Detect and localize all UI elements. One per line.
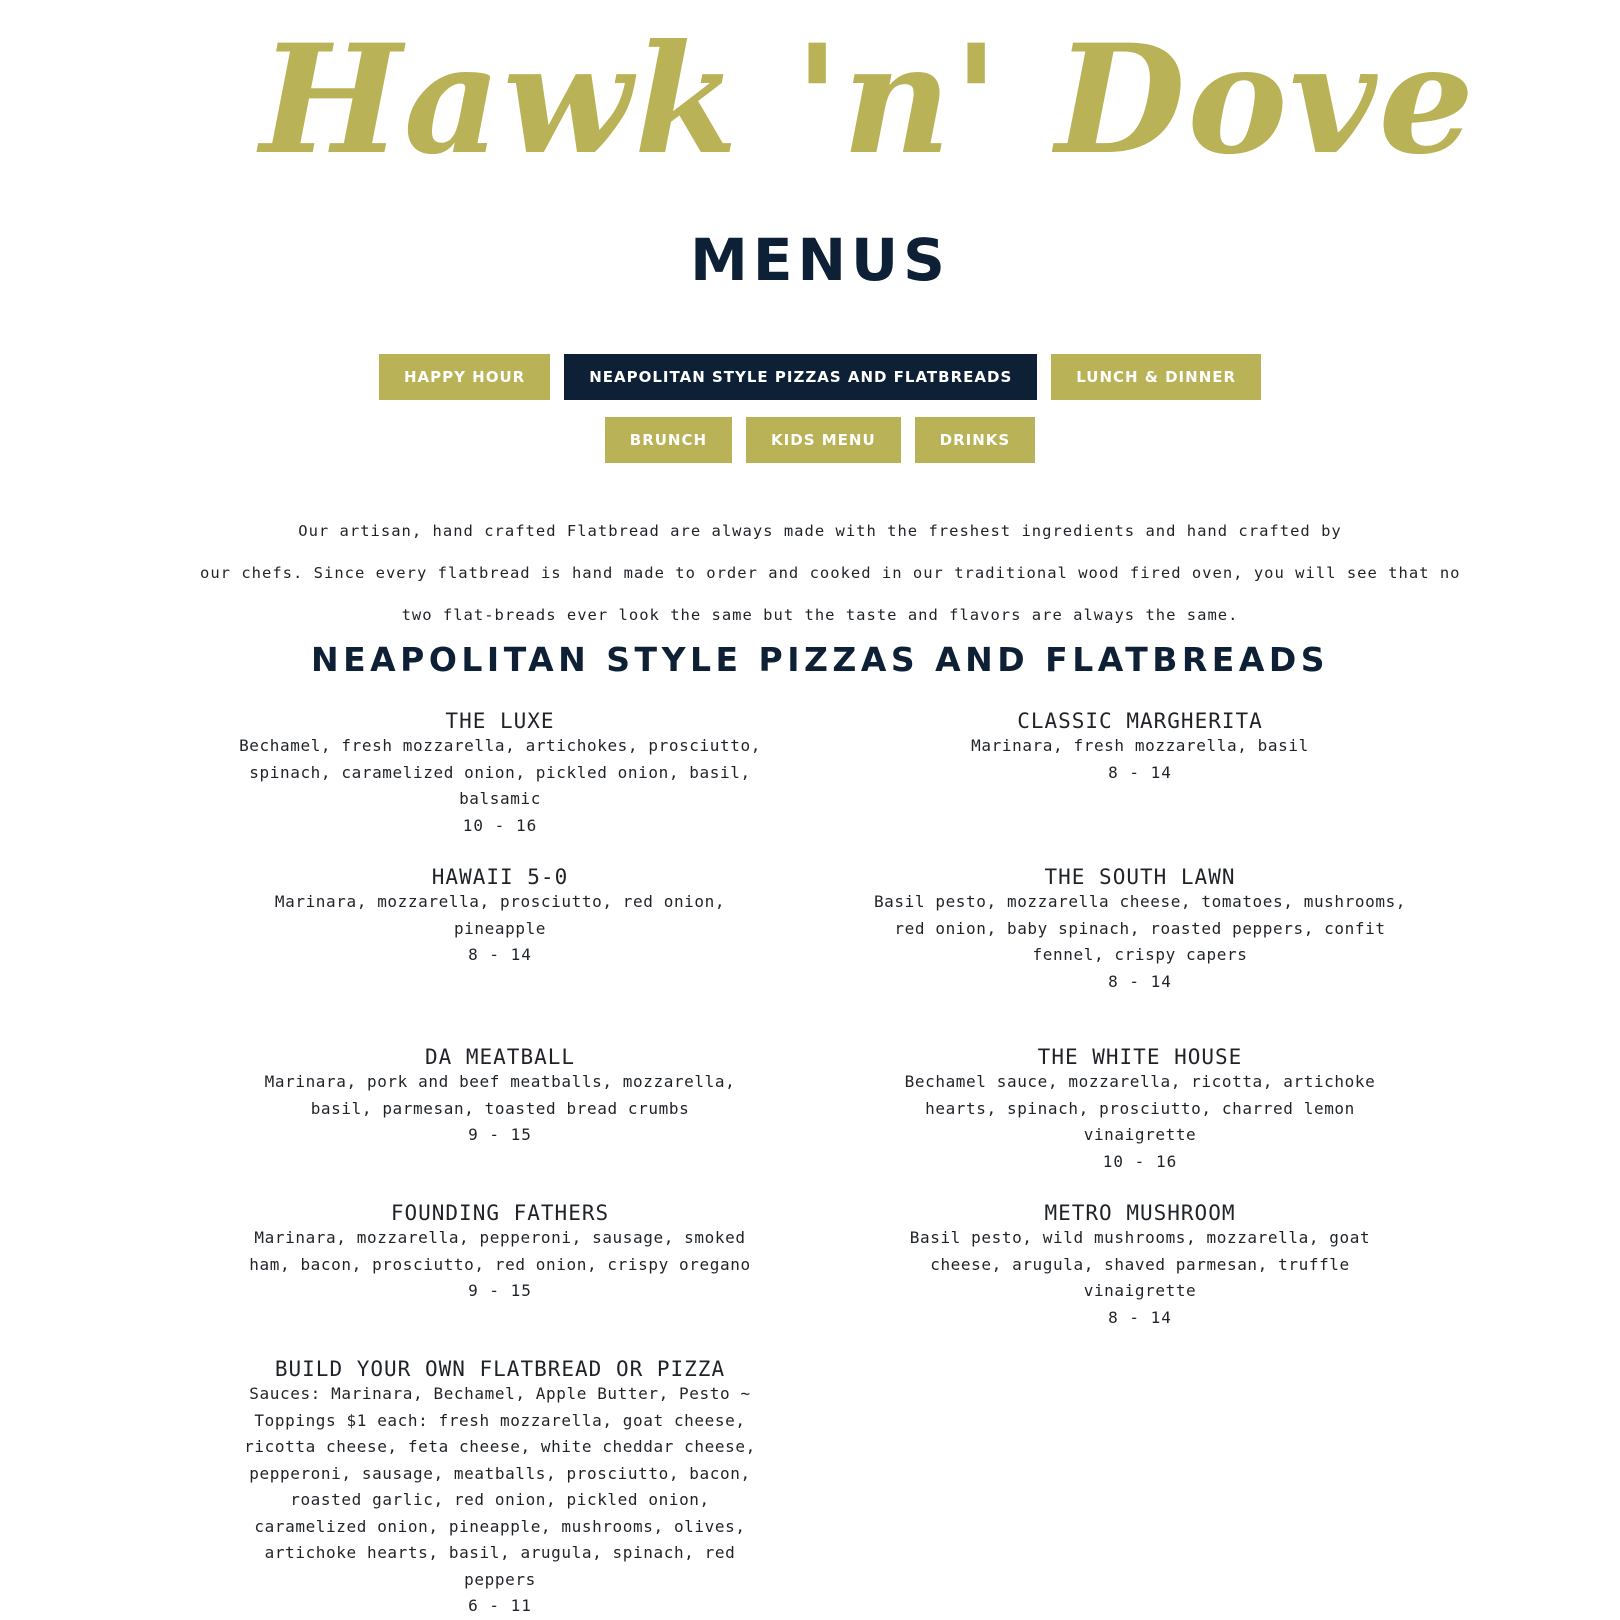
menu-item	[870, 1042, 1410, 1175]
menu-item-description: Basil pesto, mozzarella cheese, tomatoes, mushrooms, red onion, baby spinach, roasted peppers, confit fennel, crispy capers	[873, 892, 1407, 964]
menu-tabs-row-2	[0, 417, 1620, 463]
brand-logo[interactable]: Hawk 'n' Dove	[260, 12, 1477, 188]
menu-item	[230, 1042, 770, 1149]
menu-item	[230, 1198, 770, 1305]
menu-item-description: Marinara, fresh mozzarella, basil	[971, 736, 1309, 755]
menu-item-price: 8 - 14	[1108, 1307, 1172, 1327]
menu-item-price: 8 - 14	[468, 945, 532, 964]
menu-item	[230, 862, 770, 969]
menu-item-name: CLASSIC MARGHERITA	[1017, 709, 1263, 733]
intro-line: two flat-breads ever look the same but the taste and flavors are always the same.	[401, 606, 1239, 624]
menu-item-description: Marinara, mozzarella, prosciutto, red onion, pineapple	[274, 892, 726, 938]
menu-item	[230, 706, 770, 839]
menu-item-price: 10 - 16	[1102, 1151, 1178, 1171]
menu-item-description: Sauces: Marinara, Bechamel, Apple Butter, Pesto ~ Toppings $1 each: fresh mozzarella, goat cheese, ricotta cheese, feta cheese, white cheddar cheese, pepperoni, sausage, meatballs, prosciutto, bacon, roasted garlic, red onion, pickled onion, caramelized onion, pineapple, mushrooms, olives, artichoke hearts, basil, arugula, spinach, red peppers	[244, 1384, 756, 1589]
menu-item-description: Basil pesto, wild mushrooms, mozzarella, goat cheese, arugula, shaved parmesan, truffle vinaigrette	[909, 1228, 1371, 1300]
tab-drinks[interactable]: DRINKS	[915, 417, 1036, 463]
menu-item-name: HAWAII 5-0	[431, 865, 569, 889]
menu-item-name: THE SOUTH LAWN	[1044, 865, 1236, 889]
menu-item-name: BUILD YOUR OWN FLATBREAD OR PIZZA	[274, 1357, 726, 1381]
menu-item-description: Marinara, pork and beef meatballs, mozzarella, basil, parmesan, toasted bread crumbs	[264, 1072, 736, 1118]
menu-item-name: THE LUXE	[445, 709, 555, 733]
menu-item-price: 8 - 14	[1108, 971, 1172, 991]
tab-neapolitan-pizzas[interactable]: NEAPOLITAN STYLE PIZZAS AND FLATBREADS	[564, 354, 1037, 400]
menu-item-name: METRO MUSHROOM	[1044, 1201, 1236, 1225]
menu-item	[870, 862, 1410, 995]
menu-item-price: 10 - 16	[462, 815, 538, 835]
menu-tabs-row-1	[0, 354, 1620, 400]
menu-item	[870, 1198, 1410, 1331]
intro-line: Our artisan, hand crafted Flatbread are always made with the freshest ingredients and hand crafted by	[298, 522, 1342, 540]
menu-item-description: Bechamel, fresh mozzarella, artichokes, prosciutto, spinach, caramelized onion, pickled onion, basil, balsamic	[239, 736, 761, 808]
tab-lunch-dinner[interactable]: LUNCH & DINNER	[1051, 354, 1261, 400]
menu-item-price: 9 - 15	[468, 1125, 532, 1144]
tab-brunch[interactable]: BRUNCH	[605, 417, 732, 463]
menu-item-description: Marinara, mozzarella, pepperoni, sausage, smoked ham, bacon, prosciutto, red onion, crispy oregano	[249, 1228, 751, 1274]
menu-item	[870, 706, 1410, 786]
tab-happy-hour[interactable]: HAPPY HOUR	[379, 354, 550, 400]
menu-item-name: FOUNDING FATHERS	[390, 1201, 610, 1225]
tab-kids-menu[interactable]: KIDS MENU	[746, 417, 901, 463]
menu-item	[230, 1354, 770, 1620]
menu-item-name: DA MEATBALL	[424, 1045, 576, 1069]
menu-item-price: 6 - 11	[468, 1596, 532, 1615]
menu-item-price: 9 - 15	[468, 1281, 532, 1300]
menu-item-name: THE WHITE HOUSE	[1037, 1045, 1243, 1069]
menu-item-price: 8 - 14	[1108, 762, 1172, 782]
intro-line: our chefs. Since every flatbread is hand made to order and cooked in our traditional wood fired oven, you will see that no	[200, 564, 1461, 582]
section-title: NEAPOLITAN STYLE PIZZAS AND FLATBREADS	[310, 640, 1330, 679]
page-title: MENUS	[690, 226, 950, 294]
menu-item-description: Bechamel sauce, mozzarella, ricotta, artichoke hearts, spinach, prosciutto, charred lemon vinaigrette	[904, 1072, 1376, 1144]
menu-intro	[200, 510, 1461, 636]
